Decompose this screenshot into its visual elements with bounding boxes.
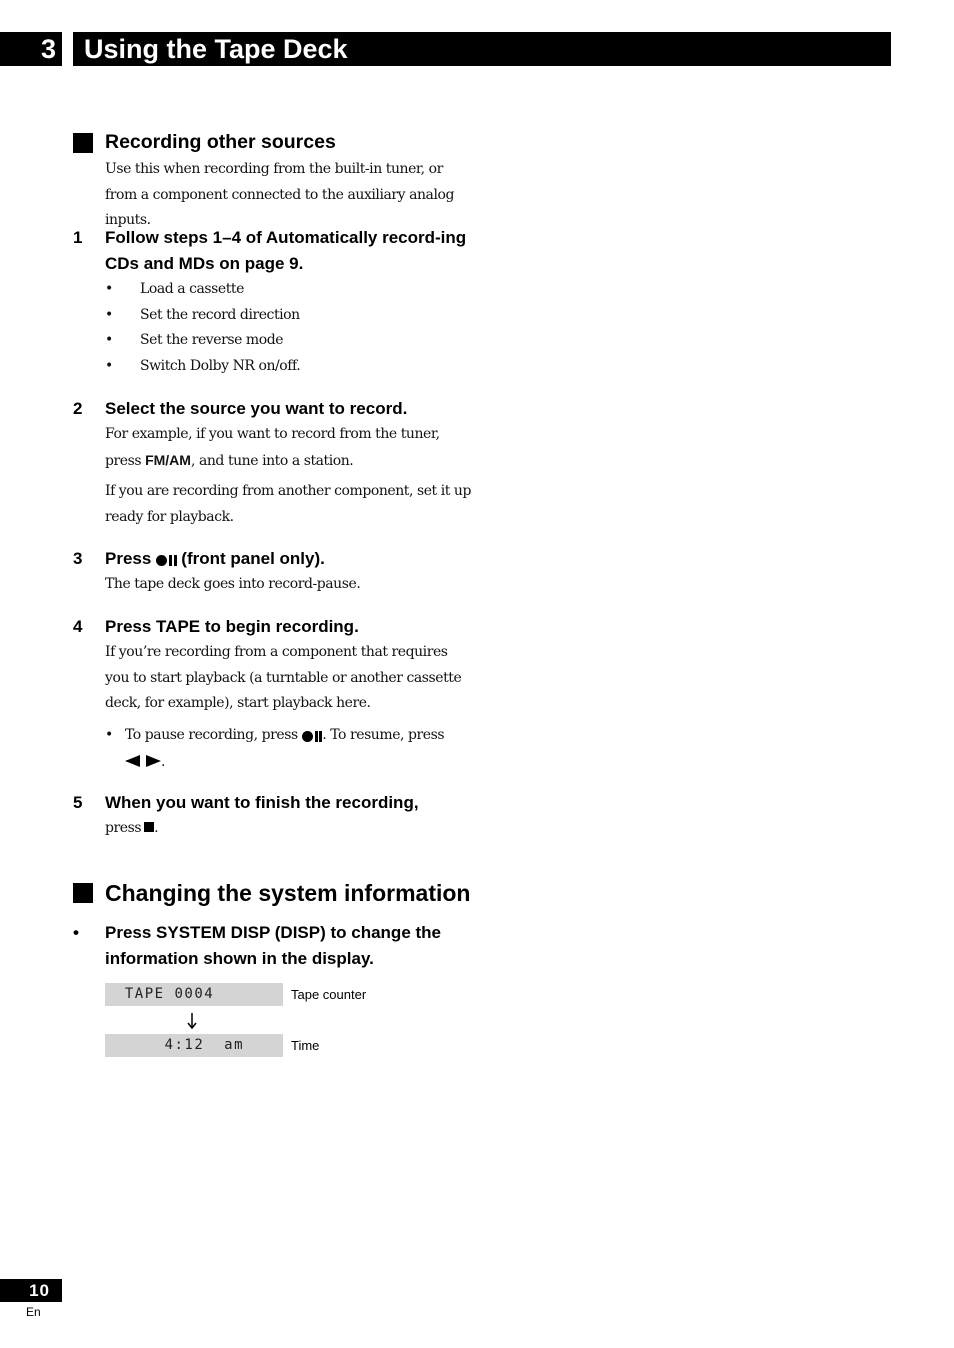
step-title-text: (front panel only). — [181, 549, 325, 568]
step-number: 3 — [73, 549, 83, 568]
step-2-paragraph-2: If you are recording from another component, set it up ready for playback. — [105, 483, 471, 525]
fm-am-key-label: FM/AM — [145, 451, 191, 468]
section-heading-changing-system-information: Changing the system information — [105, 880, 471, 906]
section-2-instruction: Press SYSTEM DISP (DISP) to change the information shown in the display. — [105, 923, 441, 968]
list-item-text: Load a cassette — [140, 281, 244, 297]
list-item: • Load a cassette — [105, 281, 244, 297]
display-label-tape-counter: Tape counter — [291, 987, 367, 1002]
step-title: Press TAPE to begin recording. — [105, 617, 359, 636]
step-1-bullet-list — [105, 277, 475, 380]
list-item-text: Set the record direction — [140, 306, 300, 323]
list-item: • Switch Dolby NR on/off. — [105, 358, 301, 375]
list-item-text: Switch Dolby NR on/off. — [140, 358, 301, 375]
display-label-time: Time — [291, 1038, 320, 1053]
stop-icon — [144, 822, 154, 832]
section-heading-recording-other-sources: Recording other sources — [105, 131, 336, 153]
bullet-text: . — [161, 753, 166, 770]
section-marker-square — [73, 883, 93, 903]
step-title — [105, 546, 485, 573]
section-marker-square — [73, 133, 93, 153]
chapter-title: Using the Tape Deck — [73, 32, 891, 66]
record-pause-icon — [156, 547, 177, 573]
paragraph-text: , and tune into a station. — [190, 452, 354, 469]
bullet-text: To pause recording, press — [125, 727, 298, 743]
list-item: • Set the record direction — [105, 306, 300, 323]
section-intro-text: Use this when recording from the built-in tuner, or from a component connected to the auxiliary analog inputs. — [105, 161, 454, 229]
step-5-paragraph: press . — [105, 820, 159, 836]
paragraph-text: press — [105, 820, 142, 836]
step-4-paragraph: If you’re recording from a component that requires you to start playback (a turntable or another cassette deck, for example), start playback here. — [105, 644, 462, 712]
chapter-number: 3 — [0, 32, 62, 66]
display-readout-time: 4:12 am — [105, 1034, 283, 1057]
step-title: Select the source you want to record. — [105, 399, 408, 418]
step-title-text: Press — [105, 549, 152, 568]
step-3-paragraph: The tape deck goes into record-pause. — [105, 576, 361, 592]
play-reverse-forward-icon — [125, 754, 161, 770]
record-pause-icon — [302, 724, 323, 750]
bullet-text: . To resume, press — [322, 727, 445, 743]
language-code: En — [26, 1305, 41, 1319]
step-number: 4 — [73, 617, 83, 636]
display-readout-tape-counter: TAPE 0004 — [105, 983, 283, 1006]
step-number: 5 — [73, 793, 83, 812]
step-number: 2 — [73, 399, 83, 418]
arrow-down-icon — [186, 1012, 198, 1034]
step-title: Follow steps 1–4 of Automatically record-ing CDs and MDs on page 9. — [105, 228, 467, 273]
step-2-paragraph-1 — [105, 422, 475, 474]
bullet-marker: • — [73, 923, 79, 942]
list-item-text: Set the reverse mode — [140, 332, 284, 349]
paragraph-text: For example, if you want to record from the tuner, press — [105, 426, 440, 469]
step-number: 1 — [73, 228, 83, 247]
step-title: When you want to finish the recording, — [105, 793, 419, 812]
list-item: • Set the reverse mode — [105, 332, 284, 349]
step-4-bullet: • To pause recording, press . To resume, press . — [105, 723, 475, 775]
page-number: 10 — [0, 1279, 62, 1302]
